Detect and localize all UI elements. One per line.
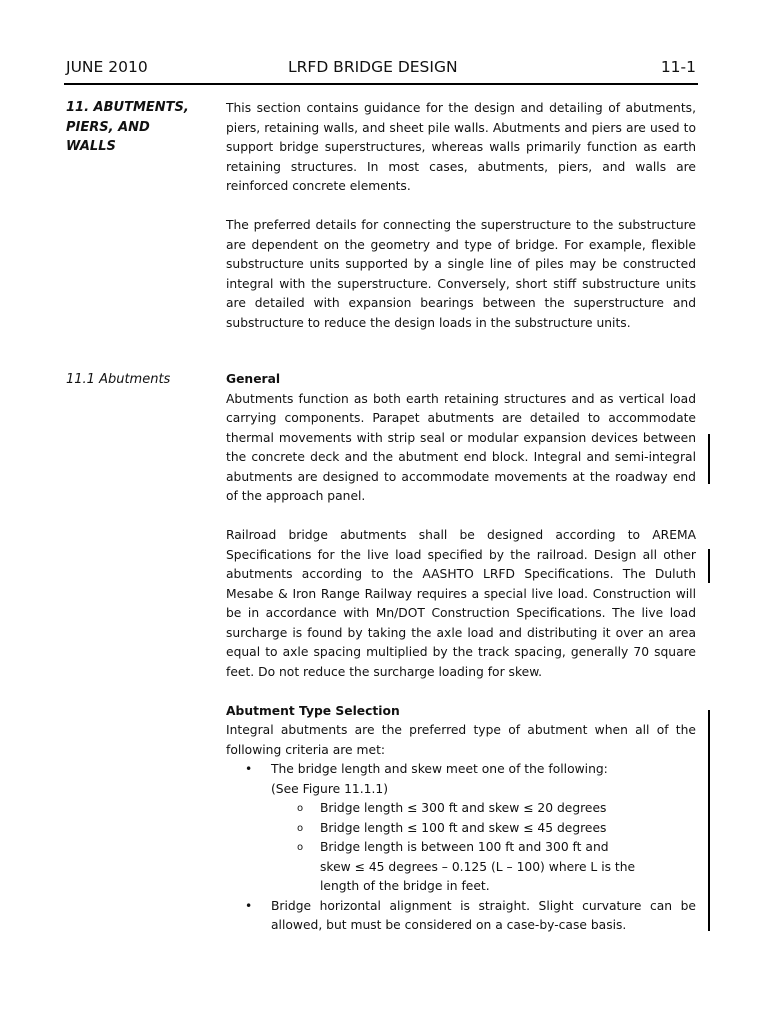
bullet-text: • The bridge length and skew meet one of the following: bbox=[271, 762, 608, 776]
section-heading-line: PIERS, AND bbox=[66, 119, 150, 135]
criteria-list bbox=[226, 760, 696, 936]
revision-bar bbox=[708, 434, 710, 484]
sub-bullet-text: skew ≤ 45 degrees – 0.125 (L – 100) where L is the bbox=[320, 859, 636, 874]
sub-bullet-text: length of the bridge in feet. bbox=[320, 879, 490, 893]
section-intro bbox=[226, 99, 696, 333]
intro-paragraph: The preferred details for connecting the superstructure to the substructure are dependent on the geometry and type of bridge. For example, flexible substructure units supported by a single line of piles may be constructed integral with the superstructure. Conversely, short stiff substructure units are detailed with expansion bearings between the superstructure and substructure to reduce the design loads in the substructure units. bbox=[226, 218, 696, 330]
section-heading-line: WALLS bbox=[66, 139, 116, 154]
section-heading bbox=[66, 98, 189, 157]
subsection-label: 11.1 Abutments bbox=[66, 372, 171, 387]
type-selection-intro: Integral abutments are the preferred type of abutment when all of the following criteria are met: bbox=[226, 723, 696, 757]
page-header bbox=[66, 58, 696, 80]
sub-bullet-text: o Bridge length is between 100 ft and 300 ft and bbox=[320, 840, 609, 854]
header-title: LRFD BRIDGE DESIGN bbox=[288, 58, 458, 76]
sub-criteria-list bbox=[271, 799, 696, 897]
general-paragraph: Abutments function as both earth retaining structures and as vertical load carrying components. Parapet abutments are detailed to accommodate thermal movements with strip seal or modular expansion devices between the concrete deck and the abutment end block. Integral and semi-integral abutments are designed to accommodate movements at the roadway end of the approach panel. bbox=[226, 391, 696, 503]
type-selection-heading: Abutment Type Selection bbox=[226, 703, 400, 718]
intro-paragraph: This section contains guidance for the design and detailing of abutments, piers, retaining walls, and sheet pile walls. Abutments and piers are used to support bridge superstructures, whereas walls primarily function as earth retaining structures. In most cases, abutments, piers, and walls are reinforced concrete elements. bbox=[226, 101, 696, 193]
abutments-body bbox=[226, 370, 696, 936]
general-heading: General bbox=[226, 372, 281, 386]
revision-bar bbox=[708, 710, 710, 931]
list-item: • Bridge horizontal alignment is straight. Slight curvature can be allowed, but must be considered on a case-by-case basis. bbox=[226, 897, 696, 936]
general-paragraph: Railroad bridge abutments shall be designed according to AREMA Specifications for the live load specified by the railroad. Design all other abutments according to the AASHTO LRFD Specifications. The Duluth Mesabe & Iron Range Railway requires a special live load. Construction will be in accordance with Mn/DOT Construction Specifications. The live load surcharge is found by taking the axle load and distributing it over an area equal to axle spacing multiplied by the track spacing, generally 70 square feet. Do not reduce the surcharge loading for skew. bbox=[226, 528, 696, 679]
list-item bbox=[271, 838, 696, 897]
header-rule bbox=[64, 83, 698, 85]
section-heading-line: 11. ABUTMENTS, bbox=[66, 100, 189, 115]
list-item: o Bridge length ≤ 100 ft and skew ≤ 45 degrees bbox=[271, 819, 696, 839]
revision-bar bbox=[708, 549, 710, 583]
list-item bbox=[226, 760, 696, 897]
header-page-number: 11-1 bbox=[660, 58, 696, 76]
header-date: JUNE 2010 bbox=[66, 58, 148, 76]
list-item: o Bridge length ≤ 300 ft and skew ≤ 20 degrees bbox=[271, 799, 696, 819]
bullet-text: (See Figure 11.1.1) bbox=[271, 781, 389, 796]
